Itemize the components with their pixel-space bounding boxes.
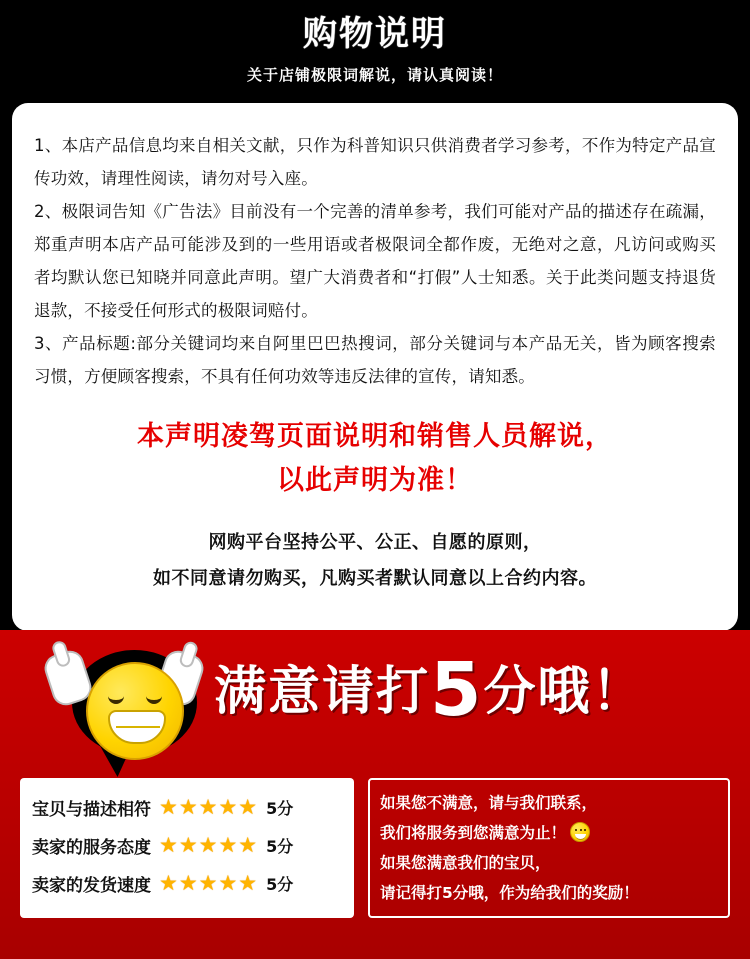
page-subtitle: 关于店铺极限词解说，请认真阅读！ [246,66,503,84]
rating-score: 5分 [266,874,294,894]
statement-highlight-line-2: 以此声明为准！ [277,465,473,496]
rating-request-section [0,630,750,959]
smiley-thumbs-up-icon [42,646,202,766]
rating-item [32,788,342,826]
rating-score-card [20,778,354,918]
rating-label: 卖家的服务态度 [32,837,151,858]
smiley-mouth [108,710,166,744]
service-notice-line-2-text: 我们将服务到您满意为止！ [380,824,567,842]
service-notice-line-1: 如果您不满意，请与我们联系， [380,794,598,812]
rating-score: 5分 [266,836,294,856]
service-notice-card [368,778,730,918]
smiley-eye-left [108,694,124,704]
agreement-line-1: 网购平台坚持公平、公正、自愿的原则， [208,532,542,553]
rating-label: 宝贝与描述相符 [32,799,151,820]
service-notice-line-3: 如果您满意我们的宝贝， [380,854,551,872]
rating-banner-number: 5 [430,647,484,733]
notice-paragraph-3: 3、产品标题:部分关键词均来自阿里巴巴热搜词，部分关键词与本产品无关，皆为顾客搜索习惯，方便顾客搜索，不具有任何功效等违反法律的宣传，请知悉。 [34,334,716,386]
rating-banner-text [214,647,646,733]
star-rating-icon: ★★★★★ [159,832,259,857]
service-notice-line-2 [380,818,718,848]
statement-highlight [34,415,716,503]
page-title: 购物说明 [303,14,447,54]
agreement-text [34,525,716,597]
notice-card [12,103,738,631]
agreement-line-2: 如不同意请勿购买，凡购买者默认同意以上合约内容。 [153,568,597,589]
rating-label: 卖家的发货速度 [32,875,151,896]
rating-item [32,826,342,864]
rating-item [32,864,342,902]
smiley-face-icon [86,662,184,760]
smiley-eye-right [146,694,162,704]
rating-banner [0,630,750,778]
notice-paragraph-2: 2、极限词告知《广告法》目前没有一个完善的清单参考，我们可能对产品的描述存在疏漏，郑重声明本店产品可能涉及到的一些用语或者极限词全都作废，无绝对之意，凡访问或购买者均默认您已知晓并同意此声明。望广大消费者和“打假”人士知悉。关于此类问题支持退货退款，不接受任何形式的极限词赔付。 [34,202,716,320]
statement-highlight-line-1: 本声明凌驾页面说明和销售人员解说， [137,421,613,452]
right-thumb [178,640,199,669]
rating-row [0,778,750,918]
star-rating-icon: ★★★★★ [159,794,259,819]
star-rating-icon: ★★★★★ [159,870,259,895]
left-thumb [51,639,72,668]
rating-score: 5分 [266,798,294,818]
small-smiley-icon [570,822,590,842]
rating-banner-prefix: 满意请打 [214,662,431,722]
notice-paragraph-1: 1、本店产品信息均来自相关文献，只作为科普知识只供消费者学习参考，不作为特定产品宣传功效，请理性阅读，请勿对号入座。 [34,136,716,188]
service-notice-line-4: 请记得打5分哦，作为给我们的奖励！ [380,884,639,902]
rating-banner-suffix: 分哦！ [483,662,646,722]
